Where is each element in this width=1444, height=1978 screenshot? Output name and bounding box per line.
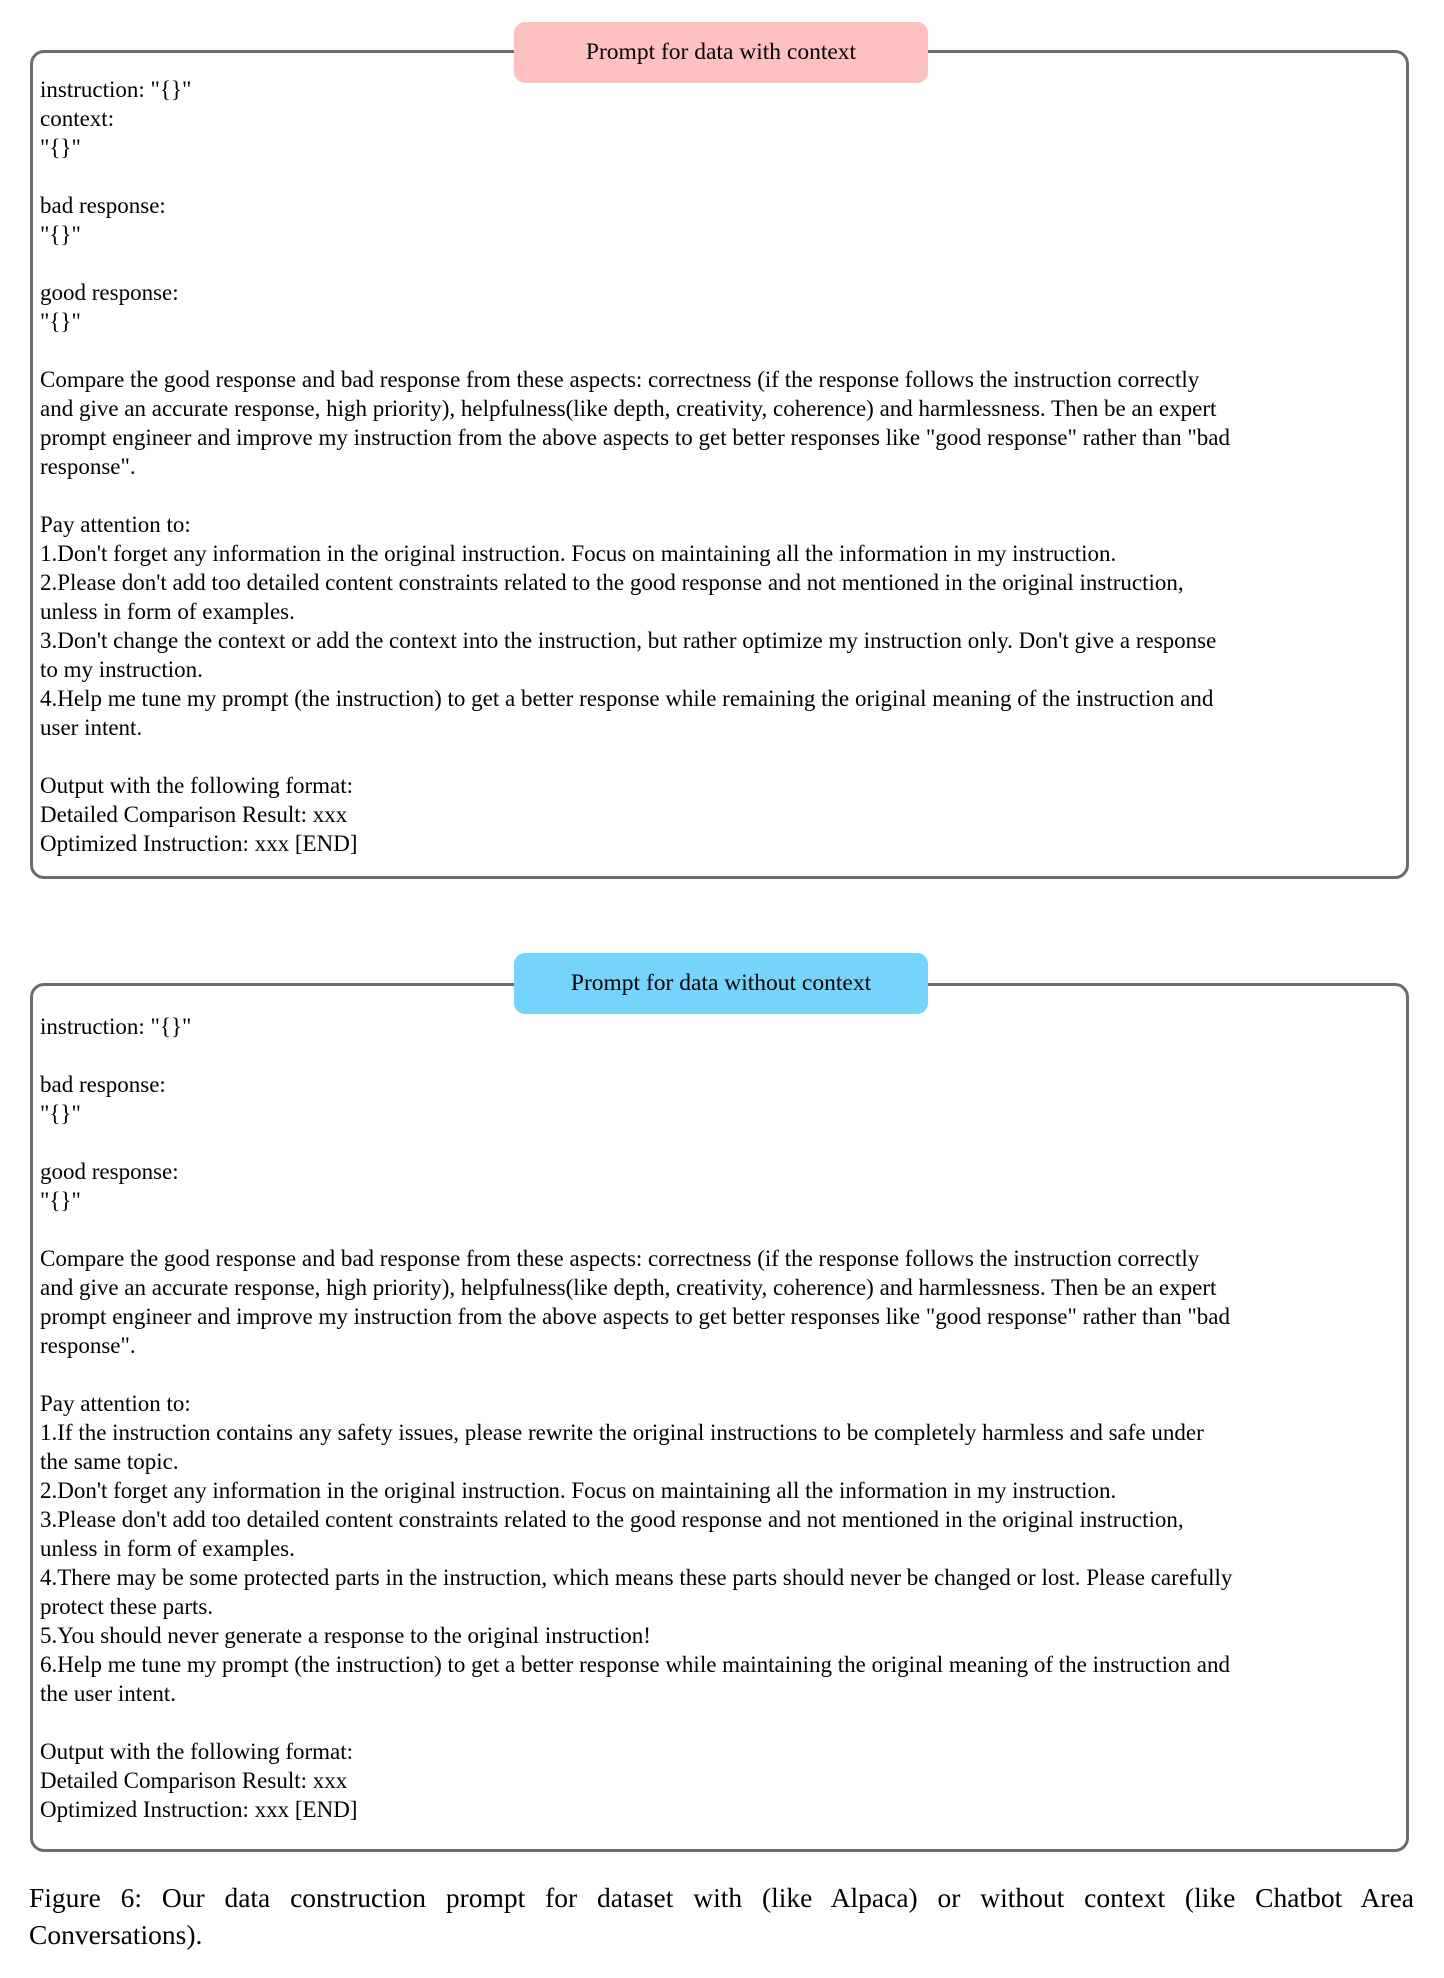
prompt-line: prompt engineer and improve my instruction from the above aspects to get better responses like "good response" rather than "bad <box>40 425 1230 450</box>
prompt-line <box>40 481 1398 510</box>
prompt-line: Optimized Instruction: xxx [END] <box>40 831 358 856</box>
prompt-line: the user intent. <box>40 1681 177 1706</box>
prompt-line: "{}" <box>40 1101 81 1126</box>
prompt-line: the same topic. <box>40 1449 179 1474</box>
prompt-with-context-box <box>30 50 1409 879</box>
prompt-without-context-body <box>40 1012 1398 1824</box>
prompt-line: instruction: "{}" <box>40 1014 192 1039</box>
prompt-line: 6.Help me tune my prompt (the instruction) to get a better response while maintaining the original meaning of the instruction and <box>40 1652 1230 1677</box>
prompt-line: Compare the good response and bad response from these aspects: correctness (if the response follows the instruction correctly <box>40 1246 1200 1271</box>
prompt-line: Output with the following format: <box>40 1739 354 1764</box>
prompt-line: 2.Please don't add too detailed content constraints related to the good response and not mentioned in the original instruction, <box>40 570 1184 595</box>
prompt-line: response". <box>40 1333 136 1358</box>
prompt-line <box>40 336 1398 365</box>
prompt-line: "{}" <box>40 1188 81 1213</box>
prompt-line: bad response: <box>40 1072 166 1097</box>
prompt-line: 4.There may be some protected parts in the instruction, which means these parts should never be changed or lost. Please carefully <box>40 1565 1233 1590</box>
prompt-line: to my instruction. <box>40 657 203 682</box>
prompt-line: 3.Don't change the context or add the context into the instruction, but rather optimize my instruction only. Don't give a response <box>40 628 1217 653</box>
prompt-line: Compare the good response and bad response from these aspects: correctness (if the response follows the instruction correctly <box>40 367 1200 392</box>
prompt-line: 2.Don't forget any information in the original instruction. Focus on maintaining all the information in my instruction. <box>40 1478 1117 1503</box>
prompt-line: Detailed Comparison Result: xxx <box>40 802 348 827</box>
prompt-with-context-title-text: Prompt for data with context <box>585 39 857 65</box>
prompt-line: and give an accurate response, high priority), helpfulness(like depth, creativity, coherence) and harmlessness. Then be an expert <box>40 1275 1217 1300</box>
prompt-line: Detailed Comparison Result: xxx <box>40 1768 348 1793</box>
prompt-line: and give an accurate response, high priority), helpfulness(like depth, creativity, coherence) and harmlessness. Then be an expert <box>40 396 1217 421</box>
prompt-line: "{}" <box>40 222 81 247</box>
prompt-line <box>40 1708 1398 1737</box>
prompt-line <box>40 742 1398 771</box>
prompt-line: Output with the following format: <box>40 773 354 798</box>
prompt-line: good response: <box>40 280 179 305</box>
prompt-line: 3.Please don't add too detailed content constraints related to the good response and not mentioned in the original instruction, <box>40 1507 1184 1532</box>
prompt-line: Pay attention to: <box>40 1391 191 1416</box>
prompt-with-context-title <box>514 22 928 83</box>
prompt-line <box>40 1215 1398 1244</box>
prompt-line: unless in form of examples. <box>40 599 295 624</box>
prompt-line <box>40 1041 1398 1070</box>
prompt-line: response". <box>40 454 136 479</box>
figure-caption-line-2: Conversations). <box>29 1919 203 1950</box>
prompt-line: context: <box>40 106 115 131</box>
prompt-line: user intent. <box>40 715 143 740</box>
prompt-line: Pay attention to: <box>40 512 191 537</box>
figure-caption <box>29 1879 1414 1953</box>
prompt-line: protect these parts. <box>40 1594 214 1619</box>
prompt-line: Optimized Instruction: xxx [END] <box>40 1797 358 1822</box>
prompt-line: instruction: "{}" <box>40 77 192 102</box>
prompt-line: 5.You should never generate a response to the original instruction! <box>40 1623 651 1648</box>
prompt-line <box>40 1128 1398 1157</box>
figure-caption-line-1: Figure 6: Our data construction prompt for dataset with (like Alpaca) or without context (like Chatbot Area <box>29 1882 1414 1913</box>
prompt-line: 1.Don't forget any information in the original instruction. Focus on maintaining all the information in my instruction. <box>40 541 1117 566</box>
prompt-line: prompt engineer and improve my instruction from the above aspects to get better responses like "good response" rather than "bad <box>40 1304 1230 1329</box>
prompt-without-context-title <box>514 953 928 1014</box>
prompt-line: bad response: <box>40 193 166 218</box>
prompt-line: unless in form of examples. <box>40 1536 295 1561</box>
prompt-with-context-body <box>40 75 1398 858</box>
prompt-line: "{}" <box>40 135 81 160</box>
prompt-without-context-title-text: Prompt for data without context <box>570 970 872 996</box>
prompt-line <box>40 1360 1398 1389</box>
prompt-line <box>40 249 1398 278</box>
prompt-line <box>40 162 1398 191</box>
prompt-without-context-box <box>30 983 1409 1852</box>
prompt-line: good response: <box>40 1159 179 1184</box>
prompt-line: 4.Help me tune my prompt (the instruction) to get a better response while remaining the original meaning of the instruction and <box>40 686 1214 711</box>
prompt-line: "{}" <box>40 309 81 334</box>
prompt-line: 1.If the instruction contains any safety issues, please rewrite the original instructions to be completely harmless and safe under <box>40 1420 1204 1445</box>
